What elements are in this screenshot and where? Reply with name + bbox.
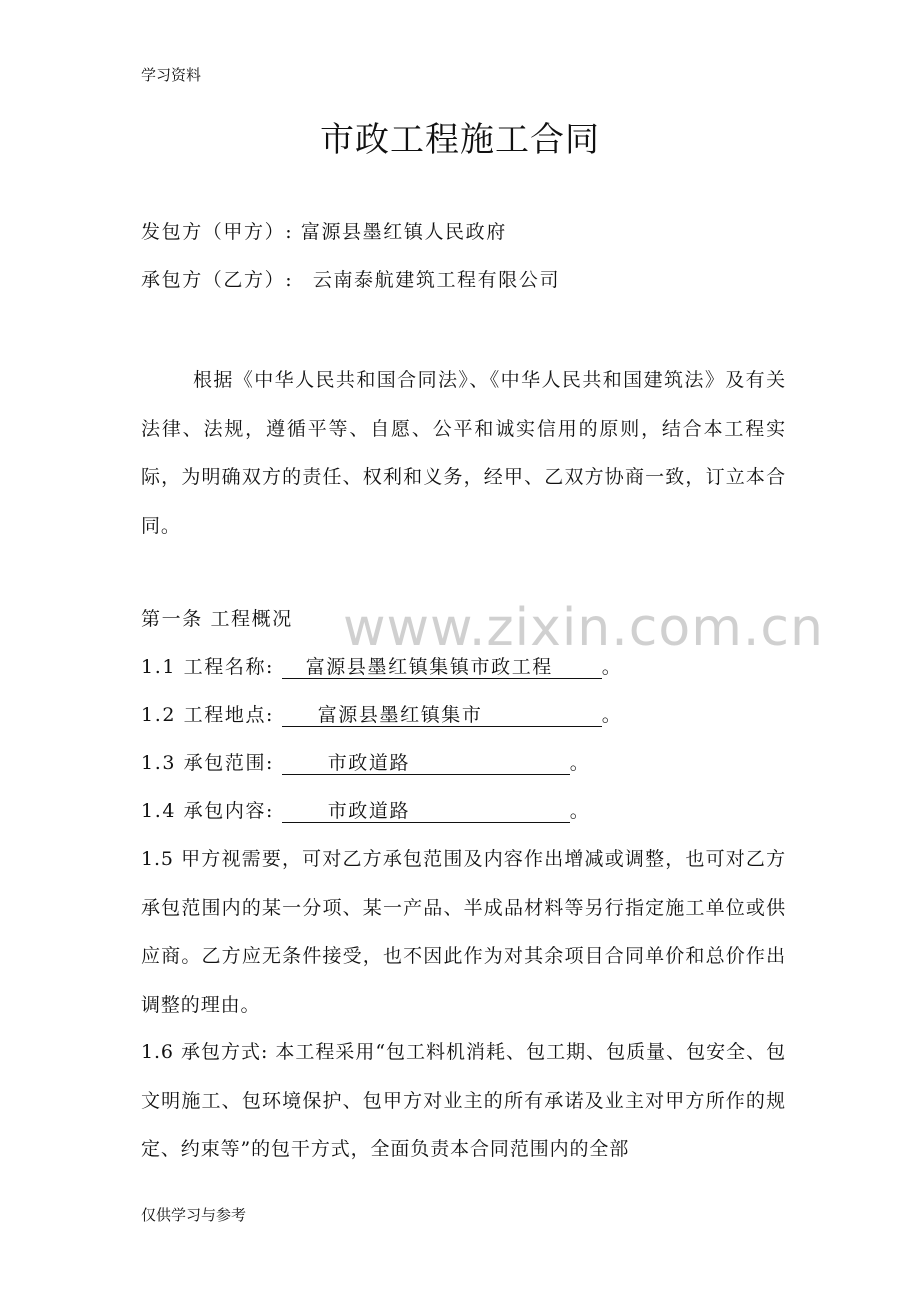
preamble-paragraph: 根据《中华人民共和国合同法》、《中华人民共和国建筑法》及有关法律、法规，遵循平等、自愿、公平和诚实信用的原则，结合本工程实际，为明确双方的责任、权利和义务，经甲、乙双方协商一致，订立本合同。 xyxy=(141,369,786,537)
item-contract-scope xyxy=(141,751,590,775)
item-label: 1.1 工程名称: xyxy=(141,656,275,678)
clause-1-5: 1.5 甲方视需要，可对乙方承包范围及内容作出增减或调整，也可对乙方承包范围内的某一分项、某一产品、半成品材料等另行指定施工单位或供应商。乙方应无条件接受，也不因此作为对其余项目合同单价和总价作出调整的理由。 xyxy=(141,848,786,1016)
item-contract-content xyxy=(141,799,590,823)
party-b-value: 云南泰航建筑工程有限公司 xyxy=(312,269,561,291)
item-suffix: 。 xyxy=(569,752,591,774)
item-project-location xyxy=(141,703,622,727)
document-title: 市政工程施工合同 xyxy=(320,120,600,160)
item-value: 市政道路 xyxy=(282,752,570,775)
article-1-heading: 第一条 工程概况 xyxy=(141,608,293,630)
item-suffix: 。 xyxy=(601,704,623,726)
item-value: 富源县墨红镇集市 xyxy=(282,704,602,727)
item-suffix: 。 xyxy=(569,800,591,822)
item-label: 1.4 承包内容: xyxy=(141,800,275,822)
party-b-label: 承包方（乙方）: xyxy=(141,269,294,291)
item-value: 富源县墨红镇集镇市政工程 xyxy=(282,656,602,679)
item-project-name xyxy=(141,655,622,679)
item-value: 市政道路 xyxy=(282,800,570,823)
page-footer: 仅供学习与参考 xyxy=(141,1206,247,1224)
item-label: 1.2 工程地点: xyxy=(141,704,275,726)
party-b-line xyxy=(141,268,560,292)
watermark: www.zixin.com.cn xyxy=(343,598,824,658)
party-a-label: 发包方（甲方）: xyxy=(141,221,294,243)
item-label: 1.3 承包范围: xyxy=(141,752,275,774)
page-header: 学习资料 xyxy=(141,66,202,84)
item-suffix: 。 xyxy=(601,656,623,678)
clause-1-6: 1.6 承包方式: 本工程采用“包工料机消耗、包工期、包质量、包安全、包文明施工、包环境保护、包甲方对业主的所有承诺及业主对甲方所作的规定、约束等”的包干方式，全面负责本合同范围内的全部 xyxy=(141,1041,786,1160)
party-a-value: 富源县墨红镇人民政府 xyxy=(300,221,507,243)
party-a-line xyxy=(141,220,507,244)
